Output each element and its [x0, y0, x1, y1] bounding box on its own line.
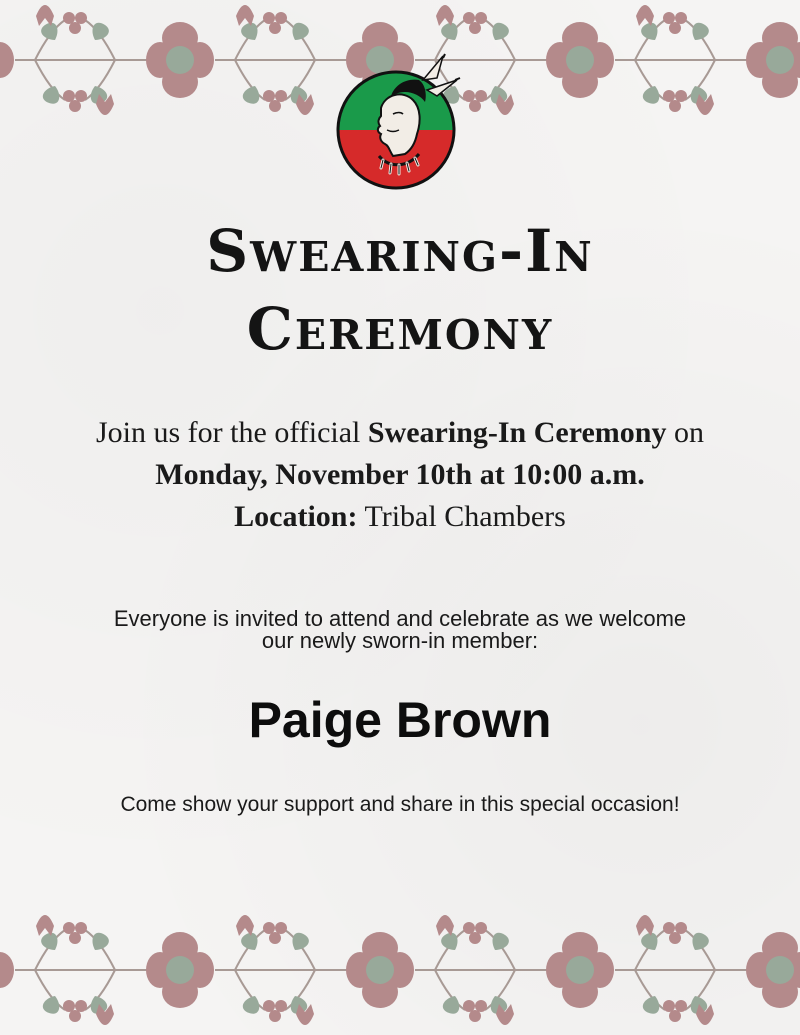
message-line-1: Everyone is invited to attend and celebrate as we welcome	[113, 606, 687, 631]
invitation-message	[0, 608, 800, 652]
clover-icon	[663, 90, 687, 112]
tribal-seal-icon	[333, 50, 463, 190]
location-value: Tribal Chambers	[357, 500, 566, 533]
title-line-2: Ceremony	[246, 295, 554, 363]
tulip-bud-icon	[236, 5, 254, 26]
invite-on: on	[666, 416, 704, 449]
invite-line-1	[0, 412, 800, 454]
invite-intro: Join us for the official	[96, 416, 368, 449]
clover-icon	[463, 12, 487, 34]
invite-date-time: Monday, November 10th at 10:00 a.m.	[155, 458, 645, 491]
clover-icon	[663, 922, 687, 944]
clover-icon	[263, 12, 287, 34]
clover-icon	[63, 922, 87, 944]
clover-icon	[663, 1000, 687, 1022]
tulip-bud-icon	[436, 5, 454, 26]
rose-flower-icon	[546, 932, 614, 1008]
invite-event-name: Swearing-In Ceremony	[367, 416, 667, 449]
clover-icon	[263, 922, 287, 944]
clover-icon	[63, 90, 87, 112]
page-title	[0, 212, 800, 368]
rose-flower-icon	[346, 932, 414, 1008]
rose-flower-icon	[0, 932, 14, 1008]
tulip-bud-icon	[36, 5, 54, 26]
tulip-bud-icon	[636, 915, 654, 936]
clover-icon	[263, 90, 287, 112]
clover-icon	[463, 1000, 487, 1022]
invite-line-2	[0, 454, 800, 496]
location-label: Location:	[234, 500, 358, 533]
closing-message: Come show your support and share in this special occasion!	[120, 793, 680, 816]
invitation-block	[0, 412, 800, 538]
rose-flower-icon	[746, 22, 800, 98]
rose-flower-icon	[0, 22, 14, 98]
member-name: Paige Brown	[248, 692, 552, 748]
tulip-bud-icon	[36, 915, 54, 936]
clover-icon	[463, 90, 487, 112]
tulip-bud-icon	[636, 5, 654, 26]
floral-border-bottom	[0, 910, 800, 1030]
message-line-2: our newly sworn-in member:	[261, 628, 539, 653]
clover-icon	[63, 12, 87, 34]
clover-icon	[663, 12, 687, 34]
clover-icon	[263, 1000, 287, 1022]
clover-icon	[463, 922, 487, 944]
rose-flower-icon	[146, 932, 214, 1008]
title-line-1: Swearing-In	[206, 217, 594, 285]
invite-line-3	[0, 496, 800, 538]
rose-flower-icon	[746, 932, 800, 1008]
rose-flower-icon	[546, 22, 614, 98]
tulip-bud-icon	[236, 915, 254, 936]
rose-flower-icon	[146, 22, 214, 98]
tulip-bud-icon	[436, 915, 454, 936]
clover-icon	[63, 1000, 87, 1022]
